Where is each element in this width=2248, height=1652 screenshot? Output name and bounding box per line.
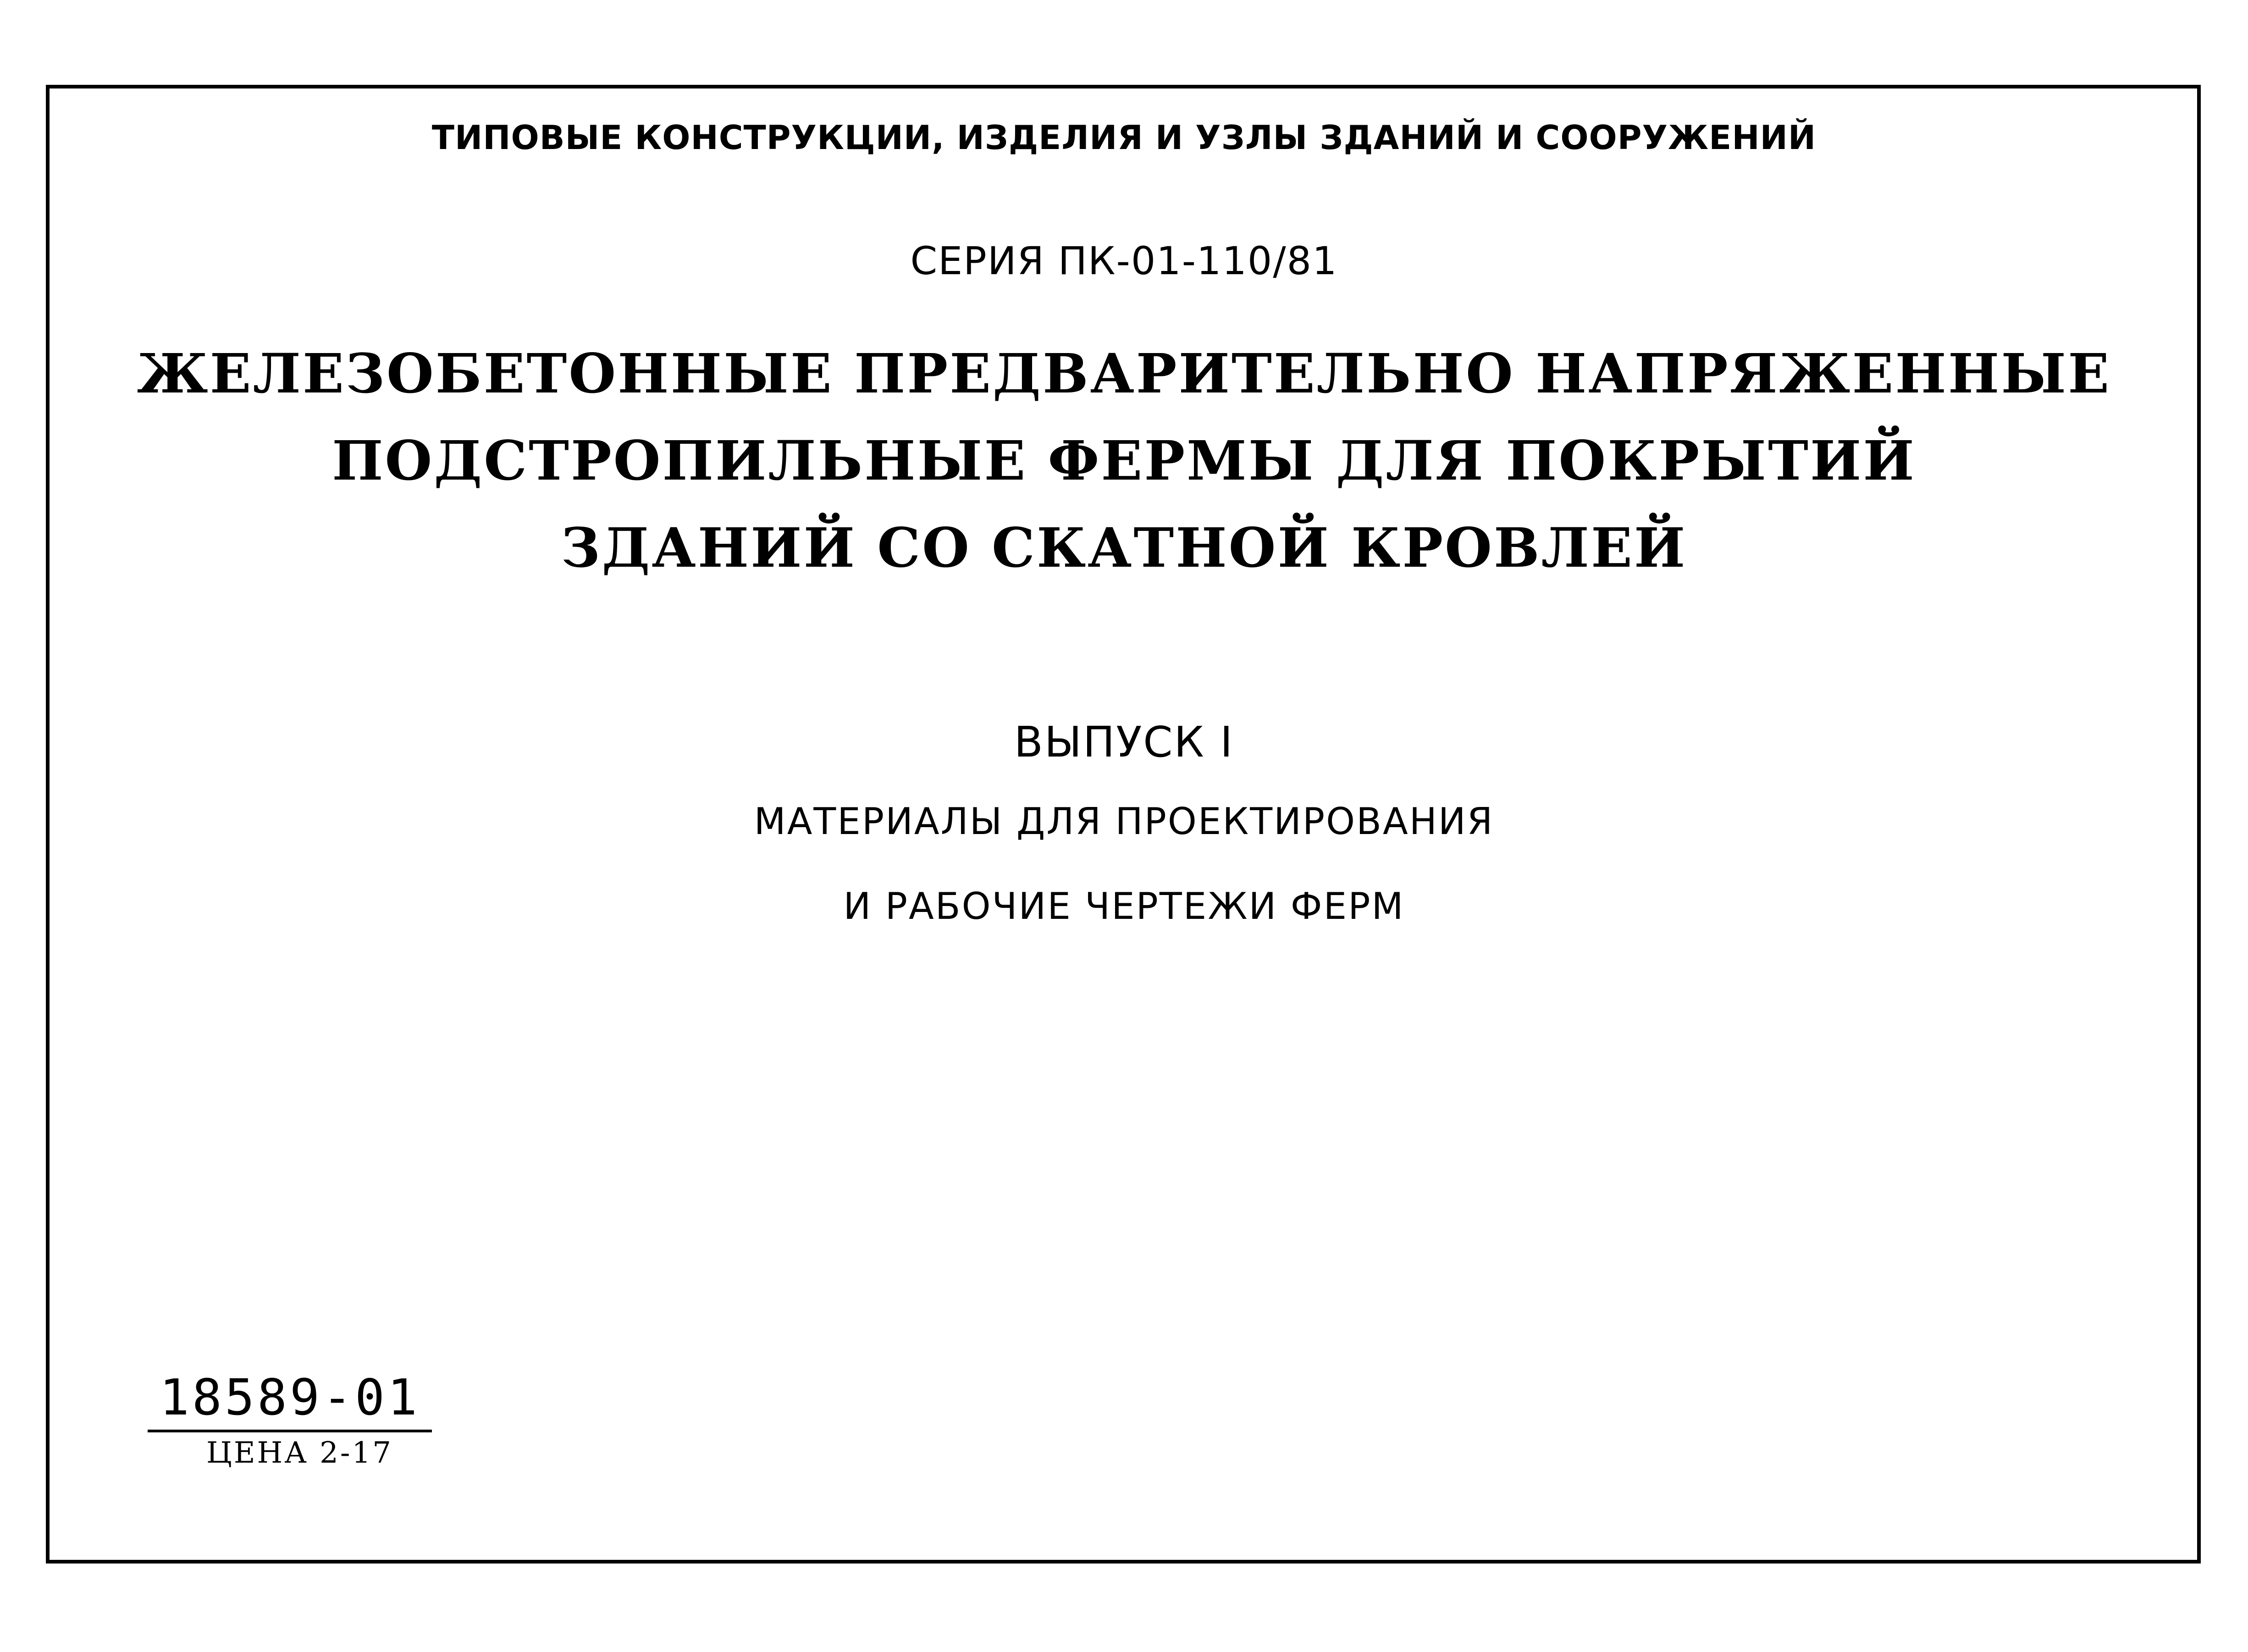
document-number: 18589-01	[159, 1369, 420, 1426]
issue-subtitle-line-2: И РАБОЧИЕ ЧЕРТЕЖИ ФЕРМ	[843, 885, 1405, 928]
series-label: СЕРИЯ ПК-01-110/81	[910, 238, 1338, 283]
price-label: ЦЕНА 2-17	[206, 1436, 393, 1470]
title-line-2: ПОДСТРОПИЛЬНЫЕ ФЕРМЫ ДЛЯ ПОКРЫТИЙ	[332, 429, 1916, 492]
document-number-underline	[148, 1430, 432, 1432]
title-line-3: ЗДАНИЙ СО СКАТНОЙ КРОВЛЕЙ	[561, 516, 1687, 580]
issue-label: ВЫПУСК I	[1014, 718, 1234, 767]
issue-subtitle-line-1: МАТЕРИАЛЫ ДЛЯ ПРОЕКТИРОВАНИЯ	[754, 800, 1494, 843]
title-line-1: ЖЕЛЕЗОБЕТОННЫЕ ПРЕДВАРИТЕЛЬНО НАПРЯЖЕННЫЕ	[137, 342, 2111, 405]
collection-header: ТИПОВЫЕ КОНСТРУКЦИИ, ИЗДЕЛИЯ И УЗЛЫ ЗДАНИЙ И СООРУЖЕНИЙ	[431, 118, 1817, 157]
